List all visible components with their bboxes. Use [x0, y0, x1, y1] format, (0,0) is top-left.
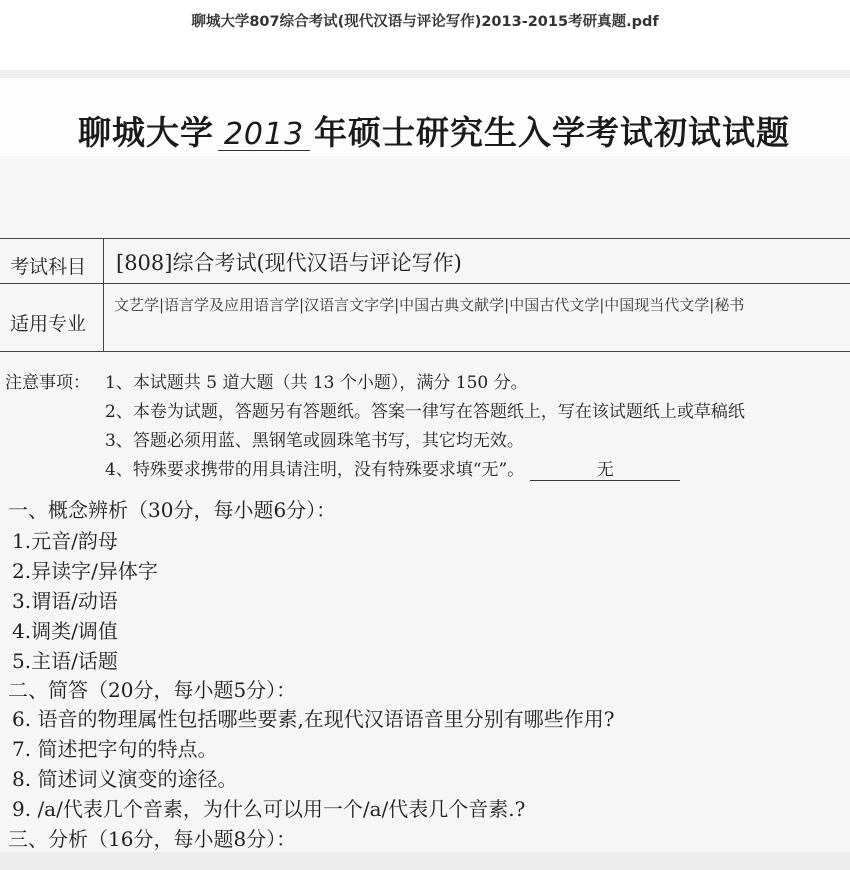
subject-value: [808]综合考试(现代汉语与评论写作) — [116, 251, 462, 275]
question-item: 4.调类/调值 — [12, 619, 118, 643]
section-heading: 一、概念辨析（30分，每小题6分）： — [8, 498, 337, 522]
notes-label: 注意事项： — [5, 373, 90, 393]
note-item: 3、答题必须用蓝、黑钢笔或圆珠笔书写，其它均无效。 — [105, 431, 524, 451]
table-line-top — [0, 238, 850, 239]
viewer-header — [0, 0, 850, 70]
exam-year: 2013 — [218, 120, 310, 151]
page-gap-top — [0, 70, 850, 78]
exam-title — [78, 107, 850, 154]
note-item: 2、本卷为试题，答题另有答题纸。答案一律写在答题纸上，写在该试题纸上或草稿纸 — [105, 402, 745, 422]
section-heading: 三、分析（16分，每小题8分）： — [8, 827, 297, 851]
majors-value: 文艺学|语言学及应用语言学|汉语言文字学|中国古典文献学|中国古代文学|中国现当代文学|秘书 — [114, 296, 745, 314]
question-item: 2.异读字/异体字 — [12, 559, 158, 583]
table-line-middle — [0, 283, 850, 284]
file-title: 聊城大学807综合考试(现代汉语与评论写作)2013-2015考研真题.pdf — [191, 14, 659, 30]
question-item: 8. 简述词义演变的途径。 — [12, 767, 238, 791]
question-item: 3.谓语/动语 — [12, 589, 118, 613]
majors-label: 适用专业 — [10, 313, 87, 335]
section-heading: 二、简答（20分，每小题5分）： — [8, 678, 297, 702]
question-item: 1.元音/韵母 — [12, 529, 118, 553]
table-line-column — [103, 238, 104, 351]
note-item-text: 4、特殊要求携带的用具请注明，没有特殊要求填“无”。 — [105, 460, 525, 480]
question-item: 6. 语音的物理属性包括哪些要素,在现代汉语语音里分别有哪些作用? — [12, 707, 615, 731]
question-item: 7. 简述把字句的特点。 — [12, 737, 218, 761]
exam-title-suffix: 年硕士研究生入学考试初试试题 — [314, 113, 790, 152]
question-item: 5.主语/话题 — [12, 649, 118, 673]
subject-label: 考试科目 — [10, 256, 87, 278]
page-gap-bottom — [0, 852, 850, 870]
note-fill-blank: 无 — [530, 455, 680, 481]
exam-title-prefix: 聊城大学 — [78, 113, 214, 152]
note-item: 1、本试题共 5 道大题（共 13 个小题），满分 150 分。 — [105, 373, 528, 393]
note-item — [105, 455, 680, 481]
table-line-bottom — [0, 351, 850, 352]
question-item: 9. /a/代表几个音素，为什么可以用一个/a/代表几个音素.? — [12, 797, 526, 821]
